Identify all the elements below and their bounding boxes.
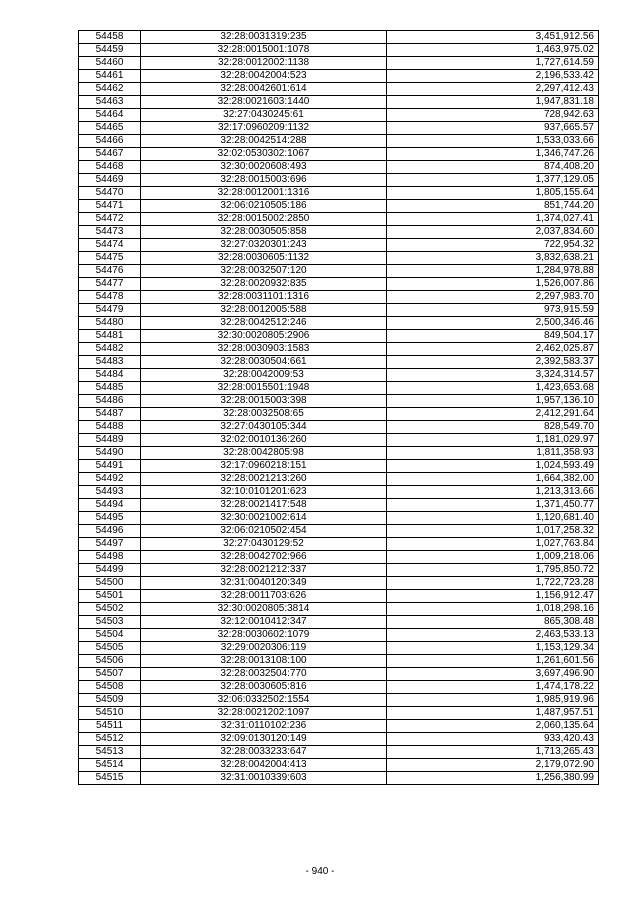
row-number-cell: 54488	[79, 421, 141, 434]
table-row	[79, 681, 599, 694]
row-number-cell: 54495	[79, 512, 141, 525]
amount-cell: 1,795,850.72	[387, 564, 599, 577]
row-number-cell: 54459	[79, 44, 141, 57]
amount-cell: 1,027,763.84	[387, 538, 599, 551]
table-row	[79, 746, 599, 759]
table-row	[79, 265, 599, 278]
cadastral-number-cell: 32:30:0020805:2906	[141, 330, 387, 343]
table-row	[79, 226, 599, 239]
row-number-cell: 54504	[79, 629, 141, 642]
row-number-cell: 54475	[79, 252, 141, 265]
row-number-cell: 54510	[79, 707, 141, 720]
table-row	[79, 759, 599, 772]
amount-cell: 722,954.32	[387, 239, 599, 252]
row-number-cell: 54491	[79, 460, 141, 473]
row-number-cell: 54461	[79, 70, 141, 83]
amount-cell: 1,957,136.10	[387, 395, 599, 408]
table-row	[79, 512, 599, 525]
cadastral-number-cell: 32:28:0030602:1079	[141, 629, 387, 642]
row-number-cell: 54497	[79, 538, 141, 551]
cadastral-number-cell: 32:28:0031319:235	[141, 31, 387, 44]
table-row	[79, 603, 599, 616]
amount-cell: 2,060,135.64	[387, 720, 599, 733]
amount-cell: 2,037,834.60	[387, 226, 599, 239]
amount-cell: 2,196,533.42	[387, 70, 599, 83]
row-number-cell: 54468	[79, 161, 141, 174]
cadastral-number-cell: 32:30:0020805:3814	[141, 603, 387, 616]
cadastral-number-cell: 32:12:0010412:347	[141, 616, 387, 629]
cadastral-number-cell: 32:28:0033233:647	[141, 746, 387, 759]
row-number-cell: 54505	[79, 642, 141, 655]
amount-cell: 1,985,919.96	[387, 694, 599, 707]
table-row	[79, 564, 599, 577]
amount-cell: 2,463,533.13	[387, 629, 599, 642]
table-row	[79, 408, 599, 421]
cadastral-number-cell: 32:02:0530302:1067	[141, 148, 387, 161]
amount-cell: 1,024,593.49	[387, 460, 599, 473]
row-number-cell: 54496	[79, 525, 141, 538]
table-row	[79, 122, 599, 135]
table-row	[79, 213, 599, 226]
amount-cell: 1,805,155.64	[387, 187, 599, 200]
amount-cell: 933,420.43	[387, 733, 599, 746]
cadastral-number-cell: 32:06:0210502:454	[141, 525, 387, 538]
row-number-cell: 54494	[79, 499, 141, 512]
amount-cell: 2,392,583.37	[387, 356, 599, 369]
table-row	[79, 382, 599, 395]
amount-cell: 1,526,007.86	[387, 278, 599, 291]
amount-cell: 851,744.20	[387, 200, 599, 213]
amount-cell: 1,018,298.16	[387, 603, 599, 616]
amount-cell: 1,664,382.00	[387, 473, 599, 486]
table-row	[79, 616, 599, 629]
cadastral-number-cell: 32:31:0010339:603	[141, 772, 387, 785]
cadastral-number-cell: 32:27:0320301:243	[141, 239, 387, 252]
table-row	[79, 343, 599, 356]
cadastral-number-cell: 32:27:0430129:52	[141, 538, 387, 551]
table-row	[79, 499, 599, 512]
row-number-cell: 54514	[79, 759, 141, 772]
table-row	[79, 694, 599, 707]
cadastral-number-cell: 32:28:0012002:1138	[141, 57, 387, 70]
amount-cell: 1,213,313.66	[387, 486, 599, 499]
table-row	[79, 772, 599, 785]
row-number-cell: 54485	[79, 382, 141, 395]
amount-cell: 849,504.17	[387, 330, 599, 343]
table-row	[79, 44, 599, 57]
amount-cell: 1,474,178.22	[387, 681, 599, 694]
cadastral-number-cell: 32:28:0015003:398	[141, 395, 387, 408]
table-row	[79, 707, 599, 720]
cadastral-number-cell: 32:28:0021212:337	[141, 564, 387, 577]
table-row	[79, 31, 599, 44]
amount-cell: 828,549.70	[387, 421, 599, 434]
row-number-cell: 54482	[79, 343, 141, 356]
row-number-cell: 54469	[79, 174, 141, 187]
amount-cell: 2,462,025.87	[387, 343, 599, 356]
amount-cell: 2,297,983.70	[387, 291, 599, 304]
row-number-cell: 54506	[79, 655, 141, 668]
cadastral-number-cell: 32:28:0021603:1440	[141, 96, 387, 109]
cadastral-number-cell: 32:28:0015001:1078	[141, 44, 387, 57]
table-row	[79, 525, 599, 538]
table-row	[79, 161, 599, 174]
amount-cell: 1,947,831.18	[387, 96, 599, 109]
cadastral-number-cell: 32:02:0010136:260	[141, 434, 387, 447]
table-row	[79, 252, 599, 265]
cadastral-number-cell: 32:28:0030903:1583	[141, 343, 387, 356]
amount-cell: 1,377,129.05	[387, 174, 599, 187]
row-number-cell: 54472	[79, 213, 141, 226]
row-number-cell: 54465	[79, 122, 141, 135]
row-number-cell: 54477	[79, 278, 141, 291]
cadastral-number-cell: 32:28:0020932:835	[141, 278, 387, 291]
row-number-cell: 54471	[79, 200, 141, 213]
row-number-cell: 54458	[79, 31, 141, 44]
table-row	[79, 278, 599, 291]
amount-cell: 3,832,638.21	[387, 252, 599, 265]
cadastral-number-cell: 32:28:0015003:696	[141, 174, 387, 187]
table-row	[79, 447, 599, 460]
table-row	[79, 473, 599, 486]
page-number: - 940 -	[305, 866, 335, 877]
cadastral-number-cell: 32:28:0013108:100	[141, 655, 387, 668]
cadastral-number-cell: 32:28:0021213:260	[141, 473, 387, 486]
table-row	[79, 239, 599, 252]
row-number-cell: 54483	[79, 356, 141, 369]
table-row	[79, 421, 599, 434]
table-row	[79, 200, 599, 213]
row-number-cell: 54500	[79, 577, 141, 590]
cadastral-number-cell: 32:28:0012001:1316	[141, 187, 387, 200]
table-row	[79, 317, 599, 330]
table-row	[79, 538, 599, 551]
cadastral-number-cell: 32:28:0031101:1316	[141, 291, 387, 304]
amount-cell: 1,346,747.26	[387, 148, 599, 161]
row-number-cell: 54460	[79, 57, 141, 70]
table-row	[79, 668, 599, 681]
amount-cell: 1,156,912.47	[387, 590, 599, 603]
row-number-cell: 54511	[79, 720, 141, 733]
table-row	[79, 135, 599, 148]
amount-cell: 1,487,957.51	[387, 707, 599, 720]
row-number-cell: 54484	[79, 369, 141, 382]
table-row	[79, 187, 599, 200]
cadastral-number-cell: 32:29:0020306:119	[141, 642, 387, 655]
data-table	[78, 30, 599, 785]
row-number-cell: 54493	[79, 486, 141, 499]
table-row	[79, 356, 599, 369]
row-number-cell: 54463	[79, 96, 141, 109]
cadastral-number-cell: 32:28:0030504:661	[141, 356, 387, 369]
row-number-cell: 54473	[79, 226, 141, 239]
cadastral-number-cell: 32:27:0430105:344	[141, 421, 387, 434]
row-number-cell: 54492	[79, 473, 141, 486]
amount-cell: 2,179,072.90	[387, 759, 599, 772]
table-row	[79, 174, 599, 187]
amount-cell: 973,915.59	[387, 304, 599, 317]
cadastral-number-cell: 32:28:0012005:588	[141, 304, 387, 317]
row-number-cell: 54476	[79, 265, 141, 278]
table-row	[79, 57, 599, 70]
cadastral-number-cell: 32:28:0042512:246	[141, 317, 387, 330]
cadastral-number-cell: 32:28:0042702:966	[141, 551, 387, 564]
cadastral-number-cell: 32:28:0030605:816	[141, 681, 387, 694]
cadastral-number-cell: 32:28:0011703:626	[141, 590, 387, 603]
row-number-cell: 54480	[79, 317, 141, 330]
row-number-cell: 54467	[79, 148, 141, 161]
amount-cell: 1,463,975.02	[387, 44, 599, 57]
cadastral-number-cell: 32:28:0030505:858	[141, 226, 387, 239]
amount-cell: 3,451,912.56	[387, 31, 599, 44]
row-number-cell: 54466	[79, 135, 141, 148]
amount-cell: 1,017,258.32	[387, 525, 599, 538]
table-row	[79, 434, 599, 447]
table-row	[79, 148, 599, 161]
table-row	[79, 590, 599, 603]
table-row	[79, 109, 599, 122]
row-number-cell: 54501	[79, 590, 141, 603]
cadastral-number-cell: 32:28:0032508:65	[141, 408, 387, 421]
amount-cell: 1,423,653.68	[387, 382, 599, 395]
table-body	[79, 31, 599, 785]
row-number-cell: 54498	[79, 551, 141, 564]
amount-cell: 1,374,027.41	[387, 213, 599, 226]
cadastral-number-cell: 32:10:0101201:623	[141, 486, 387, 499]
table-row	[79, 655, 599, 668]
row-number-cell: 54490	[79, 447, 141, 460]
row-number-cell: 54503	[79, 616, 141, 629]
row-number-cell: 54481	[79, 330, 141, 343]
cadastral-number-cell: 32:28:0042004:413	[141, 759, 387, 772]
amount-cell: 2,500,346.46	[387, 317, 599, 330]
amount-cell: 1,722,723.28	[387, 577, 599, 590]
cadastral-number-cell: 32:09:0130120:149	[141, 733, 387, 746]
cadastral-number-cell: 32:31:0110102:236	[141, 720, 387, 733]
cadastral-number-cell: 32:28:0042004:523	[141, 70, 387, 83]
cadastral-number-cell: 32:06:0210505:186	[141, 200, 387, 213]
row-number-cell: 54474	[79, 239, 141, 252]
row-number-cell: 54499	[79, 564, 141, 577]
amount-cell: 1,153,129.34	[387, 642, 599, 655]
table-row	[79, 720, 599, 733]
cadastral-number-cell: 32:28:0042514:288	[141, 135, 387, 148]
row-number-cell: 54470	[79, 187, 141, 200]
table-row	[79, 395, 599, 408]
cadastral-number-cell: 32:28:0021202:1097	[141, 707, 387, 720]
amount-cell: 937,665.57	[387, 122, 599, 135]
cadastral-number-cell: 32:27:0430245:61	[141, 109, 387, 122]
cadastral-number-cell: 32:28:0042805:98	[141, 447, 387, 460]
table-row	[79, 577, 599, 590]
row-number-cell: 54464	[79, 109, 141, 122]
amount-cell: 1,727,614.59	[387, 57, 599, 70]
row-number-cell: 54489	[79, 434, 141, 447]
amount-cell: 1,009,218.06	[387, 551, 599, 564]
amount-cell: 1,284,978.88	[387, 265, 599, 278]
data-table-container	[78, 30, 598, 785]
amount-cell: 1,181,029.97	[387, 434, 599, 447]
table-row	[79, 629, 599, 642]
amount-cell: 1,811,358.93	[387, 447, 599, 460]
cadastral-number-cell: 32:28:0042601:614	[141, 83, 387, 96]
table-row	[79, 460, 599, 473]
table-row	[79, 304, 599, 317]
row-number-cell: 54487	[79, 408, 141, 421]
table-row	[79, 486, 599, 499]
row-number-cell: 54502	[79, 603, 141, 616]
amount-cell: 1,371,450.77	[387, 499, 599, 512]
amount-cell: 2,412,291.64	[387, 408, 599, 421]
amount-cell: 874,408.20	[387, 161, 599, 174]
cadastral-number-cell: 32:31:0040120:349	[141, 577, 387, 590]
cadastral-number-cell: 32:28:0021417:548	[141, 499, 387, 512]
amount-cell: 1,256,380.99	[387, 772, 599, 785]
row-number-cell: 54513	[79, 746, 141, 759]
amount-cell: 2,297,412.43	[387, 83, 599, 96]
row-number-cell: 54462	[79, 83, 141, 96]
table-row	[79, 642, 599, 655]
amount-cell: 1,120,681.40	[387, 512, 599, 525]
row-number-cell: 54512	[79, 733, 141, 746]
amount-cell: 1,533,033.66	[387, 135, 599, 148]
amount-cell: 728,942.63	[387, 109, 599, 122]
cadastral-number-cell: 32:28:0015002:2850	[141, 213, 387, 226]
row-number-cell: 54479	[79, 304, 141, 317]
cadastral-number-cell: 32:17:0960209:1132	[141, 122, 387, 135]
amount-cell: 3,324,314.57	[387, 369, 599, 382]
row-number-cell: 54515	[79, 772, 141, 785]
table-row	[79, 733, 599, 746]
table-row	[79, 70, 599, 83]
cadastral-number-cell: 32:28:0015501:1948	[141, 382, 387, 395]
table-row	[79, 83, 599, 96]
cadastral-number-cell: 32:06:0332502:1554	[141, 694, 387, 707]
cadastral-number-cell: 32:17:0960218:151	[141, 460, 387, 473]
cadastral-number-cell: 32:28:0032504:770	[141, 668, 387, 681]
row-number-cell: 54508	[79, 681, 141, 694]
amount-cell: 865,308.48	[387, 616, 599, 629]
table-row	[79, 96, 599, 109]
amount-cell: 1,713,265.43	[387, 746, 599, 759]
cadastral-number-cell: 32:30:0021002:614	[141, 512, 387, 525]
cadastral-number-cell: 32:28:0042009:53	[141, 369, 387, 382]
row-number-cell: 54509	[79, 694, 141, 707]
amount-cell: 1,261,601.56	[387, 655, 599, 668]
row-number-cell: 54486	[79, 395, 141, 408]
amount-cell: 3,697,496.90	[387, 668, 599, 681]
table-row	[79, 330, 599, 343]
cadastral-number-cell: 32:30:0020608:493	[141, 161, 387, 174]
row-number-cell: 54507	[79, 668, 141, 681]
table-row	[79, 291, 599, 304]
table-row	[79, 551, 599, 564]
cadastral-number-cell: 32:28:0032507:120	[141, 265, 387, 278]
row-number-cell: 54478	[79, 291, 141, 304]
table-row	[79, 369, 599, 382]
cadastral-number-cell: 32:28:0030605:1132	[141, 252, 387, 265]
